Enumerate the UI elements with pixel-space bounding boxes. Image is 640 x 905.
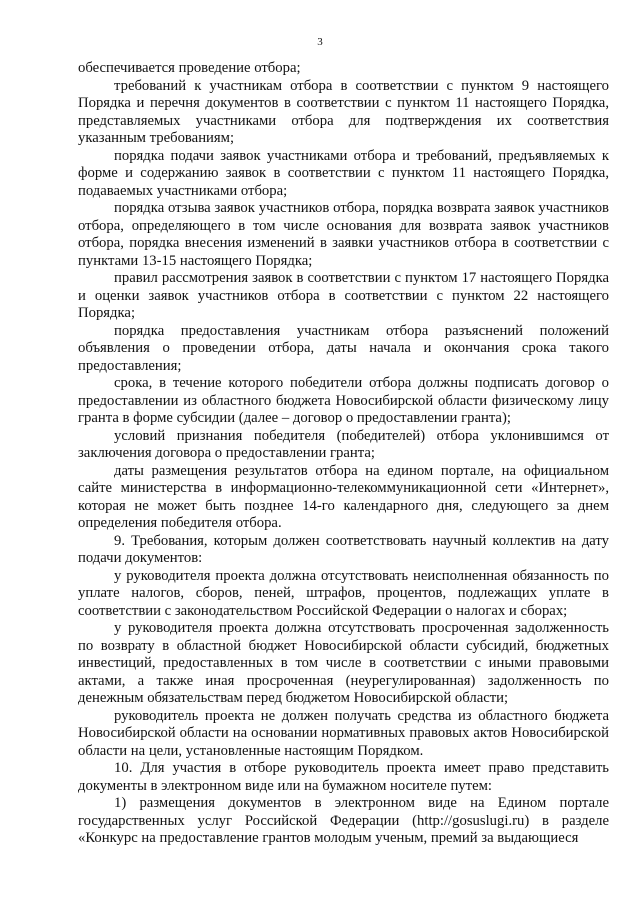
document-body	[78, 60, 609, 848]
paragraph: даты размещения результатов отбора на едином портале, на официальном сайте министерства в информационно-телекоммуникационной сети «Интернет», которая не может быть позднее 14-го календарного дня, следующего за днем определения победителя отбора.	[78, 462, 609, 531]
section-10-heading: 10. Для участия в отборе руководитель проекта имеет право представить документы в электронном виде или на бумажном носителе путем:	[78, 760, 609, 794]
paragraph: у руководителя проекта должна отсутствовать просроченная задолженность по возврату в областной бюджет Новосибирской области субсидий, бюджетных инвестиций, предоставленных в том числе в соответствии с иными правовыми актами, а также иная просроченная (неурегулированная) задолженность по денежным обязательствам перед бюджетом Новосибирской области;	[78, 620, 609, 706]
paragraph: обеспечивается проведение отбора;	[78, 60, 301, 76]
paragraph: правил рассмотрения заявок в соответствии с пунктом 17 настоящего Порядка и оценки заявок участников отбора в соответствии с пунктом 22 настоящего Порядка;	[78, 270, 609, 321]
page-number: 3	[317, 36, 323, 48]
section-9-heading: 9. Требования, которым должен соответствовать научный коллектив на дату подачи документов:	[78, 532, 609, 566]
paragraph: требований к участникам отбора в соответствии с пунктом 9 настоящего Порядка и перечня документов в соответствии с пунктом 11 настоящего Порядка, представляемых участниками отбора для подтверждения их соответствия указанным требованиям;	[78, 77, 609, 146]
paragraph: срока, в течение которого победители отбора должны подписать договор о предоставлении из областного бюджета Новосибирской области физическому лицу гранта в форме субсидии (далее – договор о предоставлении гранта);	[78, 375, 609, 426]
paragraph: порядка отзыва заявок участников отбора, порядка возврата заявок участников отбора, определяющего в том числе основания для возврата заявок участников отбора, порядка внесения изменений в заявки участников отбора в соответствии с пунктами 13-15 настоящего Порядка;	[78, 200, 609, 269]
paragraph: порядка подачи заявок участниками отбора и требований, предъявляемых к форме и содержанию заявок в соответствии с пунктом 11 настоящего Порядка, подаваемых участниками отбора;	[78, 147, 609, 199]
paragraph: у руководителя проекта должна отсутствовать неисполненная обязанность по уплате налогов, сборов, пеней, штрафов, процентов, подлежащих уплате в соответствии с законодательством Российской Федерации о налогах и сборах;	[78, 567, 609, 619]
list-item: 1) размещения документов в электронном виде на Едином портале государственных услуг Российской Федерации (http://gosuslugi.ru) в разделе «Конкурс на предоставление грантов молодым ученым, премий за выдающиеся	[78, 795, 609, 846]
paragraph: порядка предоставления участникам отбора разъяснений положений объявления о проведении отбора, даты начала и окончания срока такого предоставления;	[78, 322, 609, 374]
paragraph: условий признания победителя (победителей) отбора уклонившимся от заключения договора о предоставлении гранта;	[78, 427, 609, 461]
paragraph: руководитель проекта не должен получать средства из областного бюджета Новосибирской области на основании нормативных правовых актов Новосибирской области на цели, установленные настоящим Порядком.	[78, 707, 609, 759]
